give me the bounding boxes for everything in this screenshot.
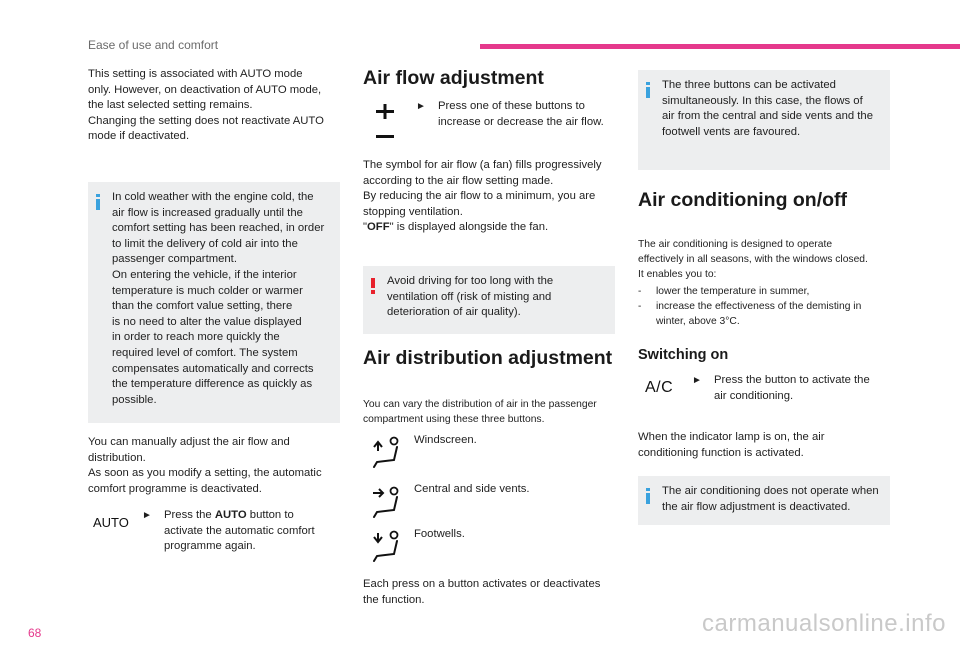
air-flow-body-2: " is displayed alongside the fan. (389, 221, 549, 234)
ac-flow-note (638, 476, 890, 525)
auto-text-post: button to activate the automatic comfort programme again. (164, 509, 315, 553)
bullet-icon: ► (142, 510, 152, 521)
ac-intro: The air conditioning is designed to operate effectively in all seasons, with the windows closed. It enables you to: (638, 239, 868, 280)
central-side-vents-icon (370, 486, 404, 520)
ac-flow-note-text: The air conditioning does not operate when the air flow adjustment is deactivated. (662, 485, 879, 513)
ac-list-item-text: increase the effectiveness of the demisting in winter, above 3°C. (656, 301, 862, 327)
central-side-vents-label: Central and side vents. (414, 483, 530, 495)
auto-text-bold: AUTO (214, 509, 247, 521)
air-distribution-title: Air distribution adjustment (363, 347, 613, 369)
cold-weather-note (88, 182, 340, 423)
auto-text-pre: Press the (164, 509, 215, 521)
cold-weather-note-text: In cold weather with the engine cold, the air flow is increased gradually until the comfort setting has been reached, in order to limit the delivery of cold air into the passenger compartment. On entering the vehicle, if the interior temperature is much colder or warmer than the comfort value setting, there is no need to alter the value displayed in order to reach more quickly the required level of comfort. The system compensates automatically and corrects the temperature difference as quickly as possible. (112, 191, 325, 406)
air-flow-title: Air flow adjustment (363, 67, 544, 89)
distribution-outro: Each press on a button activates or deactivates the function. (363, 578, 601, 606)
info-icon (96, 194, 100, 210)
ac-list-item (638, 300, 898, 330)
ac-button-icon: A/C (645, 379, 674, 396)
warning-icon (371, 278, 375, 294)
indicator-text: When the indicator lamp is on, the air conditioning function is activated. (638, 431, 825, 459)
section-header: Ease of use and comfort (88, 38, 219, 52)
air-flow-instruction (416, 99, 626, 130)
header-accent-bar (480, 44, 960, 49)
air-flow-body (363, 158, 623, 236)
info-icon (646, 82, 650, 98)
manual-adjust-text: You can manually adjust the air flow and distribution. As soon as you modify a setting, the automatic comfort programme is deactivated. (88, 436, 322, 495)
watermark: carmanualsonline.info (702, 610, 946, 637)
auto-button-icon: AUTO (93, 515, 129, 530)
bullet-icon: ► (416, 101, 426, 112)
three-buttons-note-text: The three buttons can be activated simultaneously. In this case, the flows of air from the central and side vents and the footwell vents are favoured. (662, 79, 873, 138)
windscreen-label: Windscreen. (414, 434, 477, 446)
air-flow-body-1: The symbol for air flow (a fan) fills progressively according to the air flow setting made. By reducing the air flow to a minimum, you are stopping ventilation. " (363, 159, 602, 234)
ventilation-warning-text: Avoid driving for too long with the ventilation off (risk of misting and deterioration of air quality). (387, 275, 554, 319)
auto-mode-intro: This setting is associated with AUTO mode only. However, on deactivation of AUTO mode, the last selected setting remains. Changing the setting does not reactivate AUTO mode if deactivated. (88, 68, 324, 143)
air-flow-plus-minus-icon (372, 104, 398, 140)
list-dash: - (638, 286, 642, 297)
footwells-vent-icon (370, 530, 404, 564)
footwells-label: Footwells. (414, 528, 465, 540)
air-flow-instruction-text: Press one of these buttons to increase or decrease the air flow. (438, 100, 604, 128)
distribution-intro: You can vary the distribution of air in the passenger compartment using these three buttons. (363, 399, 597, 425)
ventilation-warning (363, 266, 615, 334)
switching-on-title: Switching on (638, 347, 729, 363)
windscreen-vent-icon (370, 436, 404, 470)
air-conditioning-title: Air conditioning on/off (638, 189, 848, 211)
ac-list-item-text: lower the temperature in summer, (656, 286, 810, 297)
bullet-icon: ► (692, 375, 702, 386)
ac-list-item (638, 285, 898, 300)
list-dash: - (638, 301, 642, 312)
auto-instruction (142, 508, 342, 555)
page-number: 68 (28, 626, 42, 640)
air-flow-off-label: OFF (367, 221, 390, 234)
ac-instruction (692, 373, 902, 404)
three-buttons-note (638, 70, 890, 170)
ac-instruction-text: Press the button to activate the air conditioning. (714, 374, 870, 402)
info-icon (646, 488, 650, 504)
